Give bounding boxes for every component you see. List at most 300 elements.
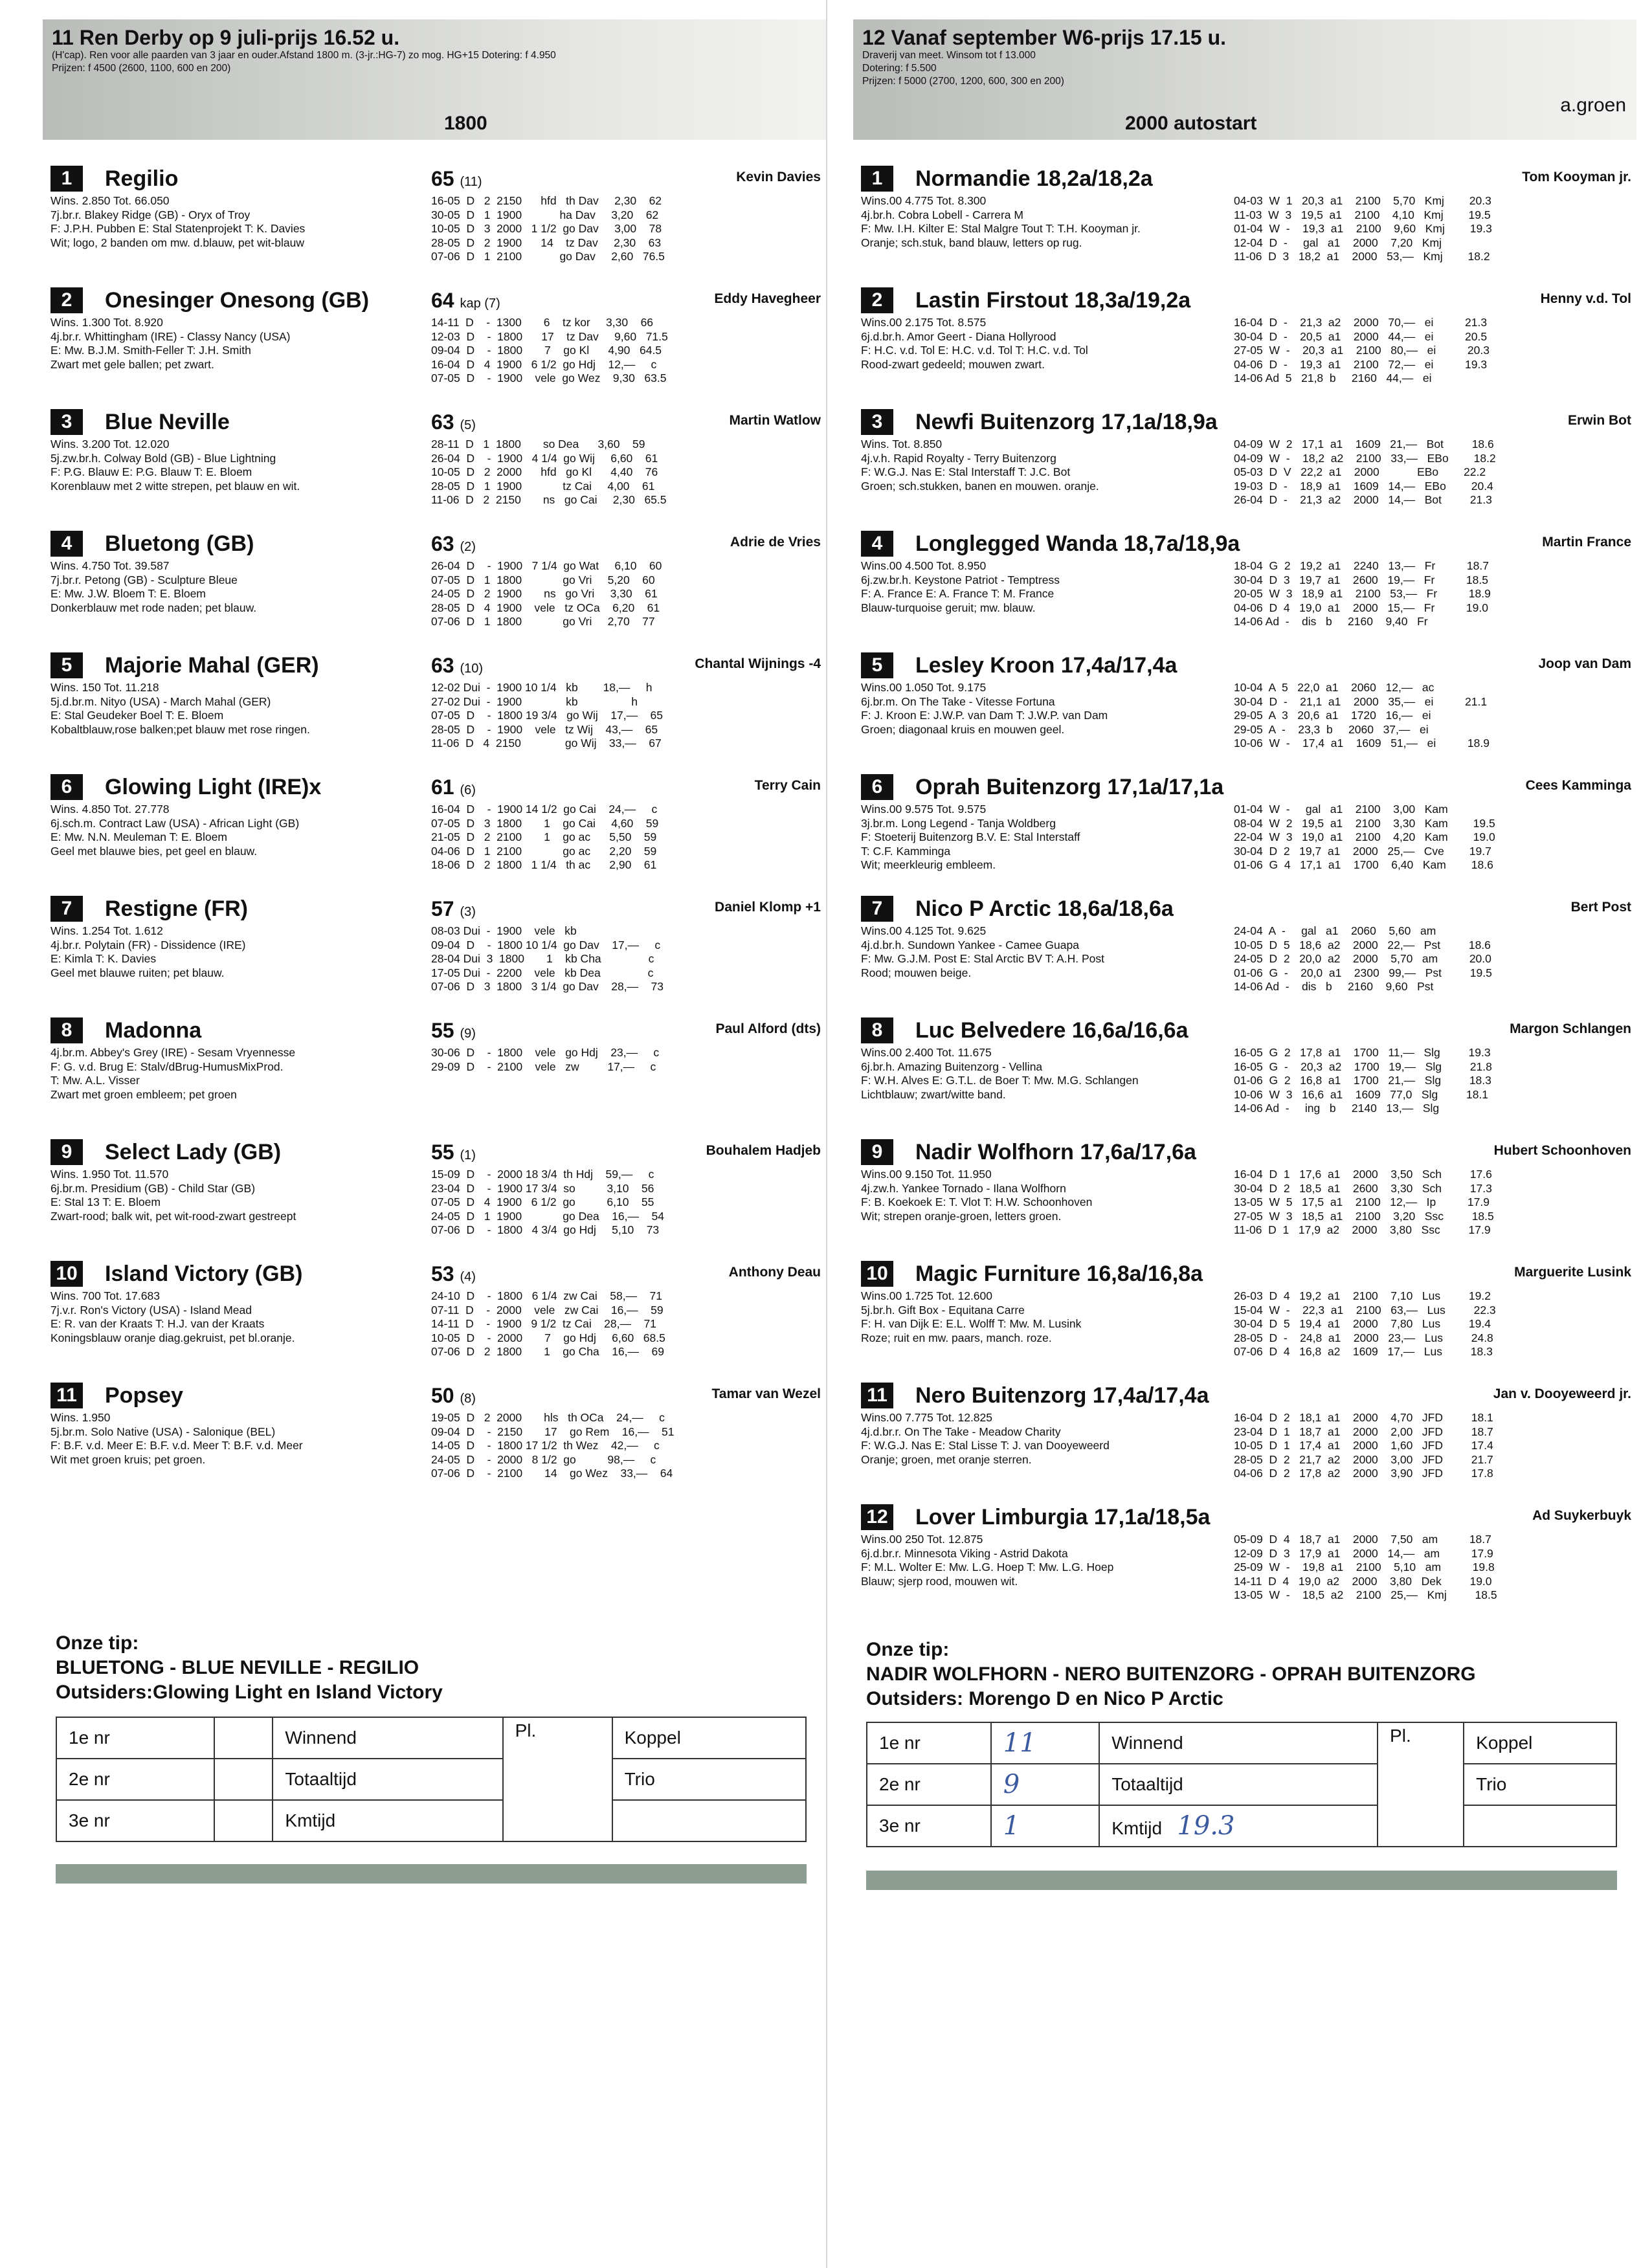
form-line: 11-06 D 1 17,9 a2 2000 3,80 Ssc 17.9: [1234, 1223, 1491, 1236]
info-line: Wins.00 4.775 Tot. 8.300: [861, 194, 987, 207]
race-11-column: [43, 0, 826, 2268]
start-number: 5: [50, 652, 83, 678]
form-lines: [431, 559, 662, 629]
form-line: 07-06 D 1 2100 go Dav 2,60 76.5: [431, 250, 665, 263]
place-3-value[interactable]: [214, 1800, 273, 1841]
form-lines: [1234, 1046, 1492, 1116]
info-line: 6j.zw.br.h. Keystone Patriot - Temptress: [861, 573, 1060, 586]
form-line: 27-05 W 3 18,5 a1 2100 3,20 Ssc 18.5: [1234, 1209, 1494, 1223]
form-line: 01-06 G - 20,0 a1 2300 99,— Pst 19.5: [1234, 966, 1492, 979]
form-line: 07-06 D 3 1800 3 1/4 go Dav 28,— 73: [431, 980, 664, 993]
info-line: Wins. 1.950: [50, 1411, 111, 1424]
form-line: 07-06 D 4 16,8 a2 1609 17,— Lus 18.3: [1234, 1345, 1493, 1358]
form-line: 04-06 D 1 2100 go ac 2,20 59: [431, 844, 657, 858]
form-lines: [1234, 438, 1496, 507]
start-number: 3: [50, 409, 83, 435]
driver-name: Cees Kamminga: [1525, 778, 1631, 793]
form-line: 28-04 Dui 3 1800 1 kb Cha c: [431, 952, 654, 965]
race-dotering: Dotering: f 5.500: [862, 63, 937, 74]
race-title: 12 Vanaf september W6-prijs 17.15 u.: [862, 26, 1227, 49]
info-line: Roze; ruit en mw. paars, manch. roze.: [861, 1331, 1052, 1344]
info-line: 7j.br.r. Petong (GB) - Sculpture Bleue: [50, 573, 238, 586]
draw: (1): [460, 1148, 476, 1162]
horse-name: Bluetong (GB): [105, 531, 254, 556]
info-line: 5j.zw.br.h. Colway Bold (GB) - Blue Lightning: [50, 451, 276, 465]
info-line: Wins.00 2.400 Tot. 11.675: [861, 1046, 992, 1059]
tip-block: [56, 1631, 443, 1705]
start-number: 4: [861, 531, 893, 557]
horse-info: [861, 924, 1223, 980]
horse-entry: [853, 1139, 1636, 1261]
entry-list: [853, 166, 1636, 1626]
tip-outsiders: Outsiders: Morengo D en Nico P Arctic: [866, 1688, 1223, 1709]
info-line: 6j.br.m. On The Take - Vitesse Fortuna: [861, 695, 1055, 708]
horse-info: [50, 1411, 439, 1467]
horse-entry: [853, 774, 1636, 896]
driver-name: Bouhalem Hadjeb: [706, 1143, 821, 1158]
form-line: 14-06 Ad - dis b 2160 9,40 Fr: [1234, 615, 1428, 628]
rating: [431, 897, 476, 921]
start-number: 8: [861, 1017, 893, 1043]
horse-entry: [43, 287, 826, 409]
form-line: 08-04 W 2 19,5 a1 2100 3,30 Kam 19.5: [1234, 816, 1495, 830]
form-line: 30-04 D - 20,5 a1 2000 44,— ei 20.5: [1234, 329, 1488, 343]
info-line: F: H.C. v.d. Tol E: H.C. v.d. Tol T: H.C. v.d. Tol: [861, 344, 1088, 357]
form-line: 30-04 D 3 19,7 a1 2600 19,— Fr 18.5: [1234, 573, 1488, 586]
empty-cell: [612, 1800, 806, 1841]
winnend-label: Winnend: [1099, 1722, 1378, 1764]
start-number: 3: [861, 409, 893, 435]
form-line: 14-05 D - 1800 17 1/2 th Wez 42,— c: [431, 1439, 660, 1452]
driver-name: Martin France: [1542, 535, 1631, 550]
entry-list: [43, 166, 826, 1504]
form-line: 26-04 D - 21,3 a2 2000 14,— Bot 21.3: [1234, 493, 1492, 506]
form-lines: [431, 194, 665, 264]
form-line: 01-06 G 2 16,8 a1 1700 21,— Slg 18.3: [1234, 1074, 1491, 1087]
info-line: Donkerblauw met rode naden; pet blauw.: [50, 601, 257, 614]
tip-outsiders: Outsiders:Glowing Light en Island Victory: [56, 1682, 443, 1703]
place-1-value[interactable]: [991, 1722, 1099, 1764]
start-number: 11: [50, 1383, 83, 1408]
form-line: 04-06 D - 19,3 a1 2100 72,— ei 19.3: [1234, 357, 1488, 371]
driver-name: Anthony Deau: [728, 1265, 821, 1280]
horse-name: Lesley Kroon 17,4a/17,4a: [915, 653, 1178, 678]
form-line: 28-05 D - 24,8 a1 2000 23,— Lus 24.8: [1234, 1331, 1493, 1344]
form-line: 16-04 D 4 1900 6 1/2 go Hdj 12,— c: [431, 357, 657, 371]
info-line: Groen; diagonaal kruis en mouwen geel.: [861, 722, 1065, 736]
draw: kap (7): [460, 296, 500, 311]
info-line: 4j.br.r. Polytain (FR) - Dissidence (IRE): [50, 938, 246, 951]
form-line: 18-04 G 2 19,2 a1 2240 13,— Fr 18.7: [1234, 559, 1489, 572]
form-line: 24-04 A - gal a1 2060 5,60 am: [1234, 924, 1436, 937]
horse-name: Nico P Arctic 18,6a/18,6a: [915, 896, 1174, 921]
handwritten-kmtijd: 19.3: [1177, 1811, 1235, 1841]
draw: (8): [460, 1392, 476, 1406]
info-line: F: B. Koekoek E: T. Vlot T: H.W. Schoonhoven: [861, 1195, 1093, 1208]
info-line: 6j.sch.m. Contract Law (USA) - African Light (GB): [50, 816, 300, 830]
totaaltijd-label: Totaaltijd: [273, 1759, 502, 1800]
form-line: 28-05 D 2 1900 14 tz Dav 2,30 63: [431, 236, 662, 249]
info-line: 5j.br.h. Gift Box - Equitana Carre: [861, 1303, 1025, 1317]
form-line: 14-11 D - 1300 6 tz kor 3,30 66: [431, 316, 654, 329]
info-line: Wins. 3.200 Tot. 12.020: [50, 438, 170, 450]
info-line: Wins.00 250 Tot. 12.875: [861, 1533, 983, 1546]
horse-name: Oprah Buitenzorg 17,1a/17,1a: [915, 775, 1224, 799]
form-line: 19-05 D 2 2000 hls th OCa 24,— c: [431, 1411, 665, 1424]
form-line: 10-05 D 2 2000 hfd go Kl 4,40 76: [431, 465, 658, 478]
draw: (9): [460, 1027, 476, 1041]
form-line: 11-06 D 2 2150 ns go Cai 2,30 65.5: [431, 493, 667, 506]
form-line: 08-03 Dui - 1900 vele kb: [431, 924, 577, 937]
race-header: [43, 19, 826, 140]
horse-name: Island Victory (GB): [105, 1262, 303, 1286]
form-line: 14-06 Ad 5 21,8 b 2160 44,— ei: [1234, 372, 1432, 384]
form-line: 24-05 D 2 20,0 a2 2000 5,70 am 20.0: [1234, 952, 1491, 965]
form-line: 05-09 D 4 18,7 a1 2000 7,50 am 18.7: [1234, 1533, 1491, 1546]
rating-value: 61: [431, 775, 454, 799]
form-line: 26-04 D - 1900 7 1/4 go Wat 6,10 60: [431, 559, 662, 572]
form-lines: [1234, 559, 1491, 629]
info-line: Wins.00 1.050 Tot. 9.175: [861, 681, 987, 694]
info-line: Wins.00 2.175 Tot. 8.575: [861, 316, 987, 329]
info-line: 6j.br.h. Amazing Buitenzorg - Vellina: [861, 1060, 1043, 1073]
driver-name: Hubert Schoonhoven: [1493, 1143, 1631, 1158]
info-line: Wit; logo, 2 banden om mw. d.blauw, pet wit-blauw: [50, 236, 305, 249]
horse-info: [861, 1533, 1223, 1588]
horse-name: Regilio: [105, 166, 179, 191]
form-line: 26-04 D - 1900 4 1/4 go Wij 6,60 61: [431, 451, 658, 465]
driver-name: Tamar van Wezel: [711, 1386, 821, 1401]
driver-name: Margon Schlangen: [1510, 1021, 1631, 1036]
form-lines: [431, 1046, 659, 1074]
horse-name: Lover Limburgia 17,1a/18,5a: [915, 1505, 1211, 1529]
info-line: F: G. v.d. Brug E: Stalv/dBrug-HumusMixProd.: [50, 1060, 284, 1073]
form-line: 01-04 W - 19,3 a1 2100 9,60 Kmj 19.3: [1234, 222, 1492, 235]
rating-value: 55: [431, 1019, 454, 1042]
horse-name: Luc Belvedere 16,6a/16,6a: [915, 1018, 1189, 1043]
start-number: 9: [50, 1139, 83, 1165]
info-line: Wit; meerkleurig embleem.: [861, 858, 996, 871]
horse-name: Magic Furniture 16,8a/16,8a: [915, 1262, 1203, 1286]
rating-value: 64: [431, 289, 454, 312]
info-line: E: Mw. B.J.M. Smith-Feller T: J.H. Smith: [50, 344, 251, 357]
form-line: 20-05 W 3 18,9 a1 2100 53,— Fr 18.9: [1234, 587, 1491, 600]
form-line: 16-05 G - 20,3 a2 1700 19,— Slg 21.8: [1234, 1060, 1492, 1073]
place-3-value[interactable]: [991, 1805, 1099, 1847]
race-conditions: (H'cap). Ren voor alle paarden van 3 jaar en ouder.Afstand 1800 m. (3-jr.:HG-7) zo mog. HG+15 Dotering: f 4.950: [52, 50, 556, 61]
form-line: 07-05 D - 1800 19 3/4 go Wij 17,— 65: [431, 709, 663, 722]
form-lines: [1234, 924, 1492, 994]
form-line: 12-03 D - 1800 17 tz Dav 9,60 71.5: [431, 329, 668, 343]
horse-entry: [853, 652, 1636, 774]
info-line: F: M.L. Wolter E: Mw. L.G. Hoep T: Mw. L.G. Hoep: [861, 1561, 1114, 1573]
info-line: Rood; mouwen beige.: [861, 966, 972, 979]
form-line: 10-05 D 5 18,6 a2 2000 22,— Pst 18.6: [1234, 938, 1491, 951]
info-line: Wins. 4.850 Tot. 27.778: [50, 803, 170, 816]
horse-entry: [43, 1139, 826, 1261]
rating: [431, 1019, 476, 1043]
info-line: F: J. Kroon E: J.W.P. van Dam T: J.W.P. van Dam: [861, 709, 1108, 722]
start-number: 10: [50, 1261, 83, 1287]
form-line: 01-06 G 4 17,1 a1 1700 6,40 Kam 18.6: [1234, 858, 1493, 871]
start-number: 7: [50, 896, 83, 922]
form-line: 16-04 D - 1900 14 1/2 go Cai 24,— c: [431, 803, 658, 816]
kmtijd-text: Kmtijd: [1111, 1818, 1163, 1838]
draw: (5): [460, 418, 476, 432]
kmtijd-label: Kmtijd: [273, 1800, 502, 1841]
form-line: 10-06 W - 17,4 a1 1609 51,— ei 18.9: [1234, 737, 1490, 750]
form-line: 16-04 D - 21,3 a2 2000 70,— ei 21.3: [1234, 316, 1488, 329]
form-line: 30-04 D - 21,1 a1 2000 35,— ei 21.1: [1234, 695, 1488, 708]
horse-entry: [43, 1017, 826, 1139]
form-line: 07-06 D 2 1800 1 go Cha 16,— 69: [431, 1345, 664, 1358]
info-line: 6j.br.m. Presidium (GB) - Child Star (GB): [50, 1181, 256, 1195]
form-line: 04-09 W 2 17,1 a1 1609 21,— Bot 18.6: [1234, 438, 1494, 450]
form-line: 11-06 D 3 18,2 a1 2000 53,— Kmj 18.2: [1234, 250, 1490, 263]
info-line: 6j.d.br.h. Amor Geert - Diana Hollyrood: [861, 329, 1056, 343]
start-number: 6: [50, 774, 83, 800]
horse-info: [50, 194, 439, 250]
form-line: 28-05 D 4 1900 vele tz OCa 6,20 61: [431, 601, 660, 614]
form-line: 30-05 D 1 1900 ha Dav 3,20 62: [431, 208, 659, 221]
horse-name: Nero Buitenzorg 17,4a/17,4a: [915, 1383, 1209, 1408]
race-distance: 1800: [444, 113, 487, 134]
form-line: 30-06 D - 1800 vele go Hdj 23,— c: [431, 1046, 660, 1059]
form-line: 29-09 D - 2100 vele zw 17,— c: [431, 1060, 656, 1073]
start-number: 8: [50, 1017, 83, 1043]
form-line: 04-06 D 2 17,8 a2 2000 3,90 JFD 17.8: [1234, 1467, 1493, 1480]
form-lines: [1234, 316, 1490, 386]
info-line: E: Mw. J.W. Bloem T: E. Bloem: [50, 587, 206, 600]
winnend-label: Winnend: [273, 1717, 502, 1759]
start-number: 2: [861, 287, 893, 313]
start-number: 9: [861, 1139, 893, 1165]
form-lines: [431, 803, 658, 873]
handwritten-second: 9: [1003, 1770, 1020, 1799]
place-2-value[interactable]: [214, 1759, 273, 1800]
driver-name: Jan v. Dooyeweerd jr.: [1493, 1386, 1631, 1401]
horse-entry: [853, 1261, 1636, 1383]
place-1-value[interactable]: [214, 1717, 273, 1759]
horse-info: [861, 1168, 1223, 1223]
rating: [431, 167, 482, 191]
race-prizes: Prijzen: f 5000 (2700, 1200, 600, 300 en 200): [862, 76, 1064, 87]
horse-name: Popsey: [105, 1383, 183, 1408]
info-line: F: W.G.J. Nas E: Stal Interstaff T: J.C. Bot: [861, 465, 1071, 478]
place-2-value[interactable]: [991, 1764, 1099, 1805]
horse-entry: [43, 774, 826, 896]
form-line: 10-05 D - 2000 7 go Hdj 6,60 68.5: [431, 1331, 665, 1344]
info-line: 7j.v.r. Ron's Victory (USA) - Island Mead: [50, 1303, 252, 1317]
rating: [431, 1384, 476, 1408]
rating: [431, 775, 476, 799]
form-line: 17-05 Dui - 2200 vele kb Dea c: [431, 966, 654, 979]
form-line: 12-02 Dui - 1900 10 1/4 kb 18,— h: [431, 681, 653, 694]
race-distance: 2000 autostart: [1125, 113, 1257, 134]
info-line: Wins.00 9.150 Tot. 11.950: [861, 1168, 992, 1181]
form-line: 19-03 D - 18,9 a1 1609 14,— EBo 20.4: [1234, 479, 1493, 493]
info-line: Oranje; sch.stuk, band blauw, letters op rug.: [861, 236, 1082, 249]
horse-entry: [853, 166, 1636, 287]
horse-entry: [43, 531, 826, 652]
rating: [431, 410, 476, 434]
info-line: F: Stoeterij Buitenzorg B.V. E: Stal Interstaff: [861, 830, 1080, 843]
info-line: F: Mw. G.J.M. Post E: Stal Arctic BV T: A.H. Post: [861, 952, 1105, 965]
info-line: E: Stal 13 T: E. Bloem: [50, 1195, 161, 1208]
horse-entry: [43, 1261, 826, 1383]
form-line: 16-04 D 2 18,1 a1 2000 4,70 JFD 18.1: [1234, 1411, 1493, 1424]
info-line: F: B.F. v.d. Meer E: B.F. v.d. Meer T: B.F. v.d. Meer: [50, 1439, 303, 1452]
info-line: Wins. 1.950 Tot. 11.570: [50, 1168, 169, 1181]
info-line: F: W.H. Alves E: G.T.L. de Boer T: Mw. M.G. Schlangen: [861, 1074, 1139, 1087]
rating: [431, 1262, 476, 1286]
driver-name: Terry Cain: [754, 778, 821, 793]
info-line: Koningsblauw oranje diag.gekruist, pet bl.oranje.: [50, 1331, 295, 1344]
form-line: 24-05 D 1 1900 go Dea 16,— 54: [431, 1209, 664, 1223]
form-lines: [431, 438, 667, 507]
horse-name: Blue Neville: [105, 410, 230, 434]
info-line: Kobaltblauw,rose balken;pet blauw met rose ringen.: [50, 722, 310, 736]
start-number: 4: [50, 531, 83, 557]
horse-info: [50, 924, 439, 980]
race-color: a.groen: [1560, 94, 1626, 116]
form-line: 14-11 D - 1900 9 1/2 tz Cai 28,— 71: [431, 1317, 656, 1330]
horse-entry: [853, 1383, 1636, 1504]
form-line: 23-04 D 1 18,7 a1 2000 2,00 JFD 18.7: [1234, 1425, 1493, 1438]
horse-info: [50, 1289, 439, 1345]
form-line: 07-06 D - 2100 14 go Wez 33,— 64: [431, 1467, 673, 1480]
form-line: 30-04 D 5 19,4 a1 2000 7,80 Lus 19.4: [1234, 1317, 1491, 1330]
info-line: 3j.br.m. Long Legend - Tanja Woldberg: [861, 816, 1056, 830]
form-line: 04-03 W 1 20,3 a1 2100 5,70 Kmj 20.3: [1234, 194, 1491, 207]
info-line: T: Mw. A.L. Visser: [50, 1074, 140, 1087]
handwritten-first: 11: [1003, 1728, 1036, 1758]
form-lines: [1234, 1289, 1496, 1359]
form-line: 10-06 W 3 16,6 a1 1609 77,0 Slg 18.1: [1234, 1087, 1489, 1101]
horse-name: Onesinger Onesong (GB): [105, 288, 370, 313]
form-lines: [431, 681, 663, 751]
driver-name: Ad Suykerbuyk: [1532, 1508, 1631, 1523]
handwritten-third: 1: [1003, 1811, 1020, 1841]
draw: (2): [460, 540, 476, 554]
rating-value: 53: [431, 1262, 454, 1285]
form-line: 07-06 D 1 1800 go Vri 2,70 77: [431, 615, 655, 628]
info-line: Zwart-rood; balk wit, pet wit-rood-zwart gestreept: [50, 1209, 296, 1223]
form-line: 13-05 W - 18,5 a2 2100 25,— Kmj 18.5: [1234, 1588, 1497, 1601]
form-line: 12-04 D - gal a1 2000 7,20 Kmj: [1234, 236, 1442, 249]
driver-name: Adrie de Vries: [730, 535, 821, 550]
form-line: 11-03 W 3 19,5 a1 2100 4,10 Kmj 19.5: [1234, 208, 1491, 221]
form-lines: [1234, 1533, 1497, 1603]
place-2-label: 2e nr: [56, 1759, 214, 1800]
rating: [431, 654, 483, 678]
footer-bar: [56, 1864, 807, 1884]
form-lines: [431, 1168, 664, 1238]
info-line: Wins. 2.850 Tot. 66.050: [50, 194, 170, 207]
form-line: 25-09 W - 19,8 a1 2100 5,10 am 19.8: [1234, 1561, 1495, 1573]
race-title: 11 Ren Derby op 9 juli-prijs 16.52 u.: [52, 26, 400, 49]
horse-entry: [43, 896, 826, 1017]
form-line: 07-05 D - 1900 vele go Wez 9,30 63.5: [431, 372, 667, 384]
horse-entry: [853, 287, 1636, 409]
horse-entry: [43, 652, 826, 774]
horse-info: [861, 681, 1223, 737]
rating-value: 57: [431, 897, 454, 920]
driver-name: Kevin Davies: [736, 170, 821, 184]
race-12-column: [853, 0, 1636, 2268]
form-line: 24-05 D 2 1900 ns go Vri 3,30 61: [431, 587, 658, 600]
form-line: 15-04 W - 22,3 a1 2100 63,— Lus 22.3: [1234, 1303, 1496, 1317]
start-number: 2: [50, 287, 83, 313]
driver-name: Bert Post: [1570, 900, 1631, 915]
form-line: 07-05 D 3 1800 1 go Cai 4,60 59: [431, 816, 659, 830]
horse-name: Newfi Buitenzorg 17,1a/18,9a: [915, 410, 1218, 434]
info-line: Wins. 700 Tot. 17.683: [50, 1289, 160, 1302]
pl-label: Pl.: [1378, 1722, 1464, 1847]
info-line: Zwart met gele ballen; pet zwart.: [50, 357, 214, 371]
form-line: 22-04 W 3 19,0 a1 2100 4,20 Kam 19.0: [1234, 830, 1495, 843]
driver-name: Chantal Wijnings -4: [695, 656, 821, 671]
form-line: 10-05 D 3 2000 1 1/2 go Dav 3,00 78: [431, 222, 662, 235]
rating-value: 65: [431, 167, 454, 190]
horse-info: [861, 559, 1223, 615]
driver-name: Marguerite Lusink: [1514, 1265, 1631, 1280]
form-line: 10-05 D 1 17,4 a1 2000 1,60 JFD 17.4: [1234, 1439, 1493, 1452]
info-line: E: R. van der Kraats T: H.J. van der Kraats: [50, 1317, 265, 1330]
draw: (11): [460, 175, 482, 189]
info-line: Wins. 1.300 Tot. 8.920: [50, 316, 163, 329]
form-lines: [1234, 1168, 1494, 1238]
form-line: 14-11 D 4 19,0 a2 2000 3,80 Dek 19.0: [1234, 1574, 1492, 1588]
horse-name: Majorie Mahal (GER): [105, 653, 319, 678]
horse-info: [861, 438, 1223, 493]
info-line: E: Mw. N.N. Meuleman T: E. Bloem: [50, 830, 227, 843]
form-line: 07-05 D 4 1900 6 1/2 go 6,10 55: [431, 1195, 654, 1208]
info-line: E: Stal Geudeker Boel T: E. Bloem: [50, 709, 224, 722]
form-line: 11-06 D 4 2150 go Wij 33,— 67: [431, 737, 662, 750]
koppel-label: Koppel: [1464, 1722, 1616, 1764]
form-line: 18-06 D 2 1800 1 1/4 th ac 2,90 61: [431, 858, 657, 871]
info-line: 4j.zw.h. Yankee Tornado - Ilana Wolfhorn: [861, 1181, 1066, 1195]
form-line: 28-05 D 1 1900 tz Cai 4,00 61: [431, 479, 655, 493]
form-line: 10-04 A 5 22,0 a1 2060 12,— ac: [1234, 681, 1434, 694]
rating-value: 63: [431, 654, 454, 677]
trio-label: Trio: [1464, 1764, 1616, 1805]
info-line: 5j.d.br.m. Nityo (USA) - March Mahal (GER): [50, 695, 271, 708]
info-line: 7j.br.r. Blakey Ridge (GB) - Oryx of Troy: [50, 208, 251, 221]
form-lines: [1234, 194, 1492, 264]
form-line: 13-05 W 5 17,5 a1 2100 12,— Ip 17.9: [1234, 1195, 1490, 1208]
result-table: [866, 1722, 1617, 1847]
horse-entry: [853, 531, 1636, 652]
horse-info: [50, 316, 439, 372]
start-number: 12: [861, 1504, 893, 1530]
pl-label: Pl.: [503, 1717, 612, 1841]
info-line: Lichtblauw; zwart/witte band.: [861, 1087, 1006, 1101]
driver-name: Tom Kooyman jr.: [1522, 170, 1631, 184]
driver-name: Daniel Klomp +1: [715, 900, 821, 915]
info-line: 4j.br.m. Abbey's Grey (IRE) - Sesam Vryennesse: [50, 1046, 296, 1059]
form-line: 16-05 D 2 2150 hfd th Dav 2,30 62: [431, 194, 662, 207]
form-lines: [1234, 803, 1495, 873]
rating-value: 63: [431, 532, 454, 555]
tip-title: Onze tip:: [866, 1639, 950, 1660]
race-header: [853, 19, 1636, 140]
rating-value: 50: [431, 1384, 454, 1407]
draw: (3): [460, 905, 476, 919]
form-line: 05-03 D V 22,2 a1 2000 EBo 22.2: [1234, 465, 1486, 478]
info-line: Wit met groen kruis; pet groen.: [50, 1452, 206, 1466]
